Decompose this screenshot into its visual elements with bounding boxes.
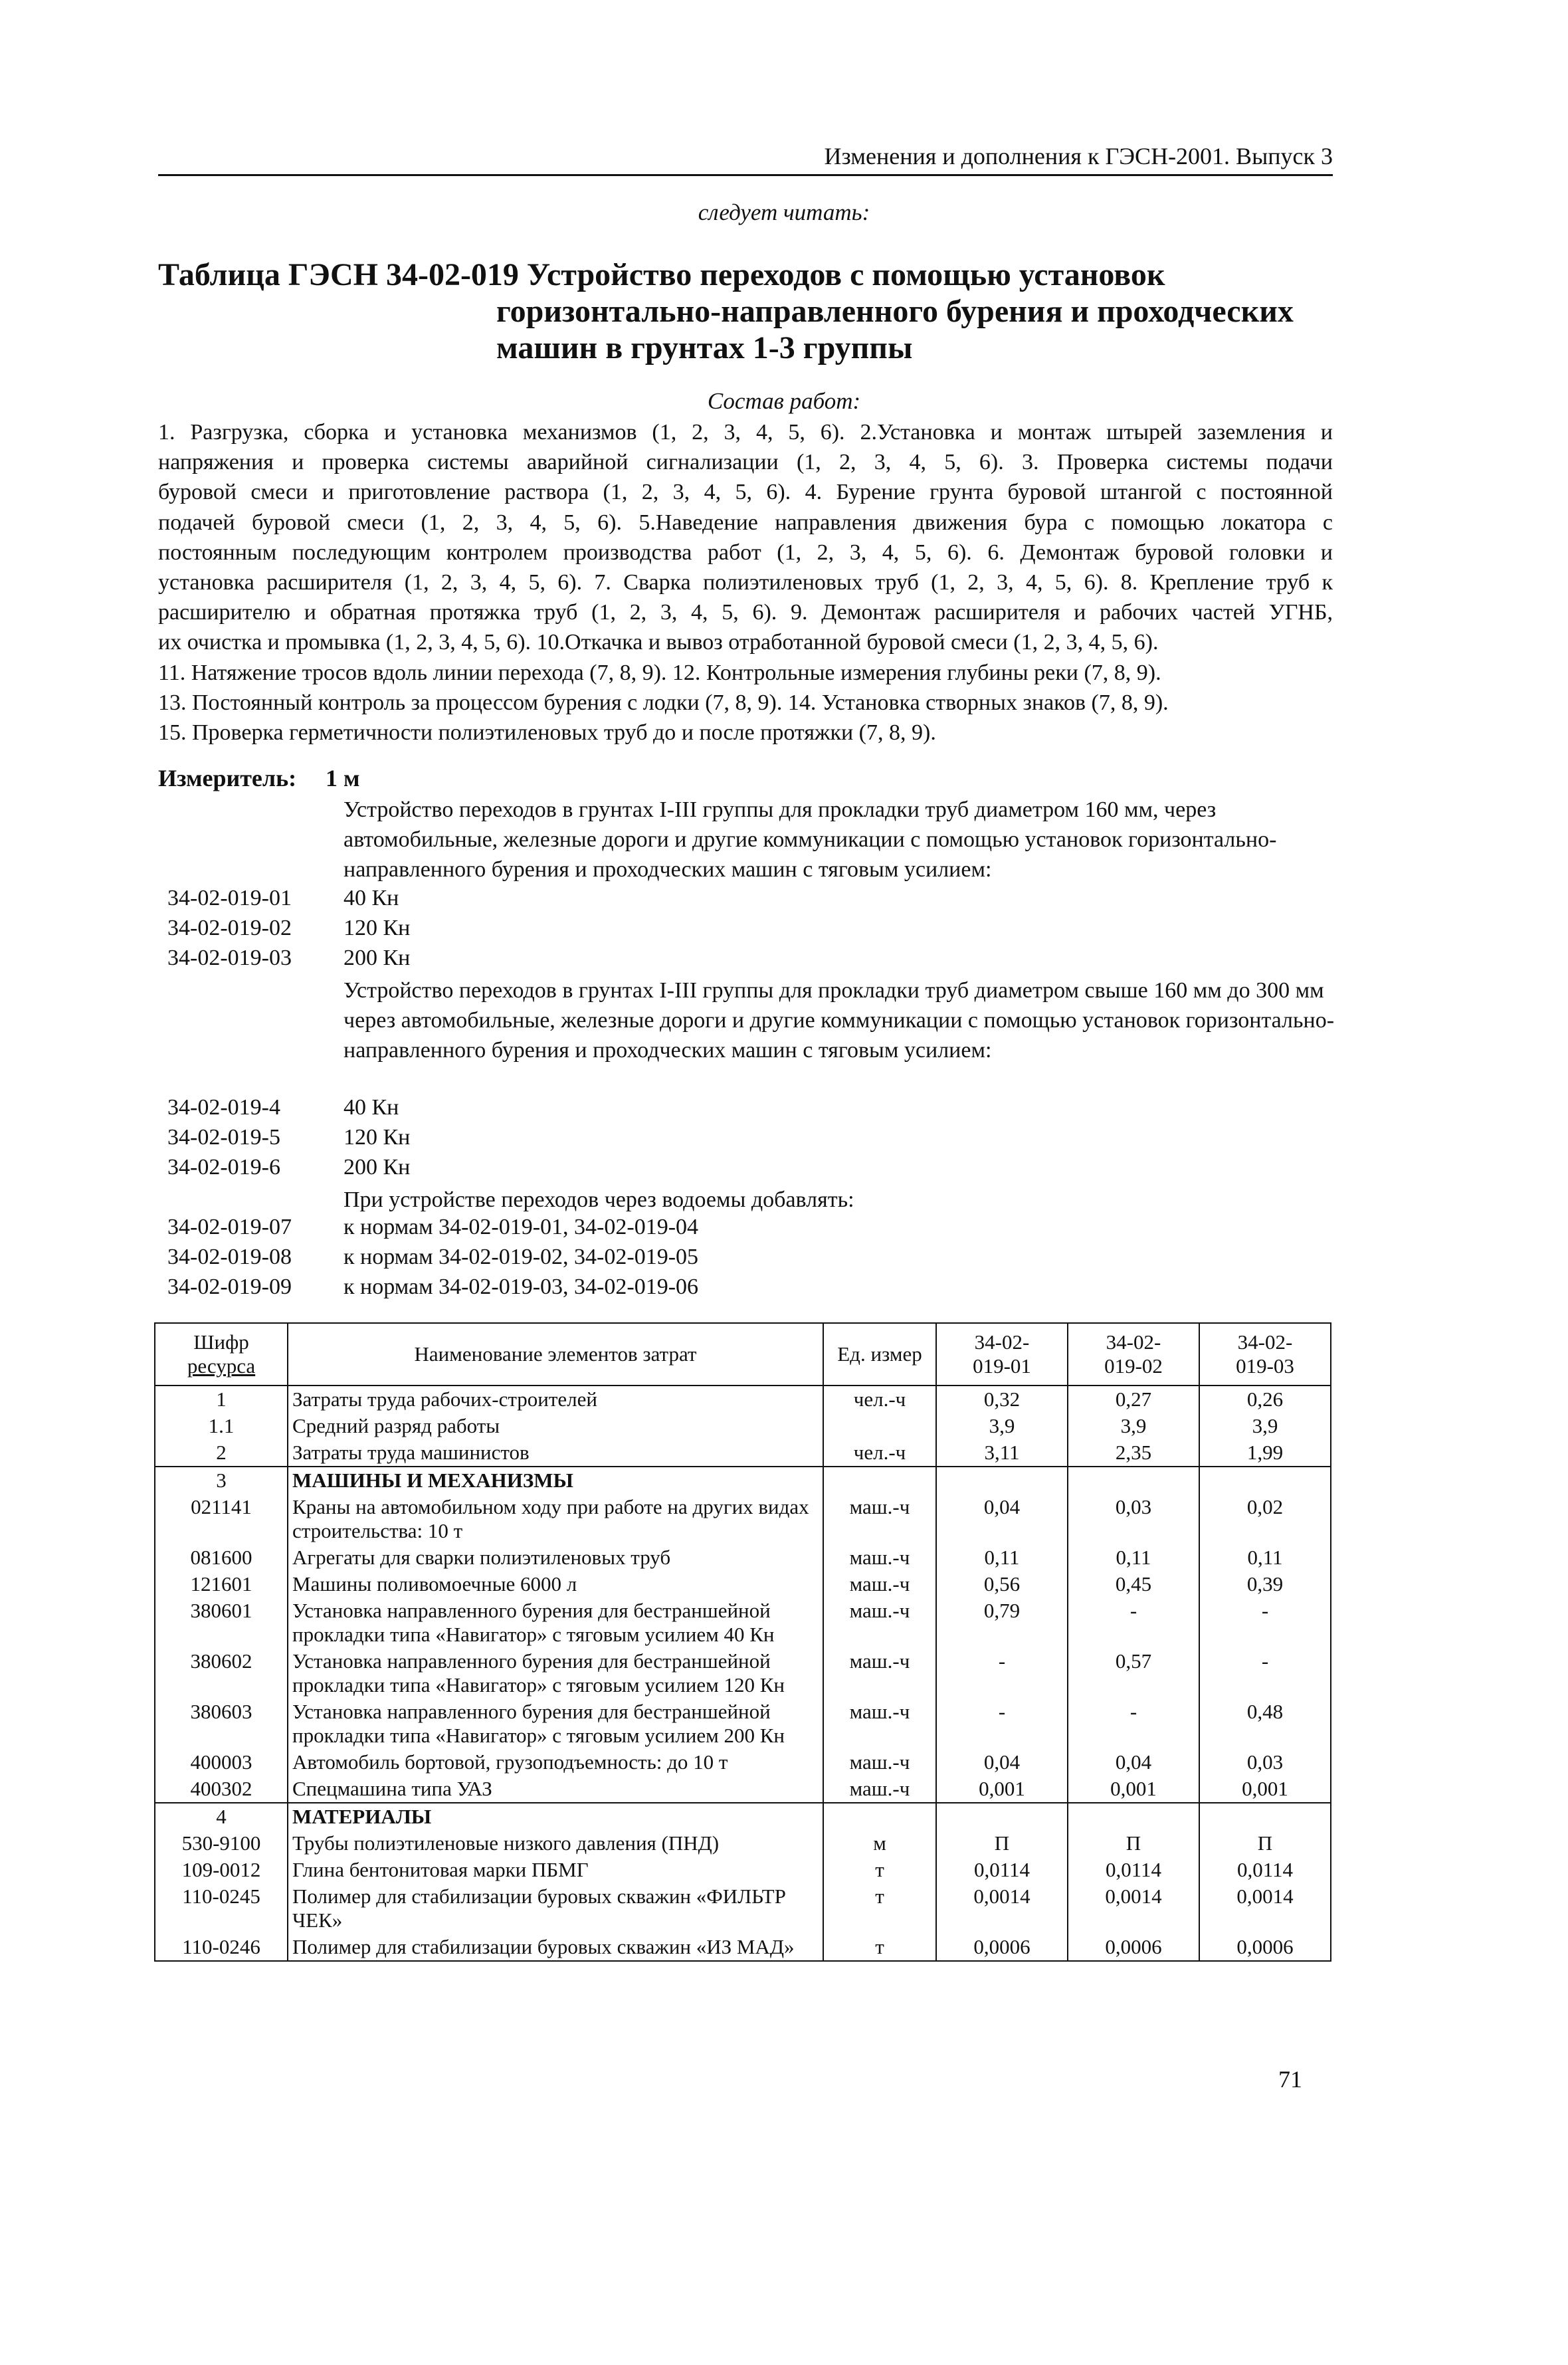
cell-code: 380601: [155, 1597, 288, 1648]
norm-code: 34-02-019-08: [167, 1245, 292, 1269]
header-norm-01-line2: 019-01: [973, 1354, 1031, 1378]
cell-value: -: [1068, 1597, 1199, 1648]
header-code-line1: Шифр: [193, 1330, 249, 1354]
cell-value: 0,11: [936, 1544, 1068, 1571]
norm-code: 34-02-019-5: [167, 1125, 280, 1150]
resource-table: [154, 1322, 1331, 1962]
cell-name: Спецмашина типа УАЗ: [288, 1776, 823, 1803]
norm-code: 34-02-019-07: [167, 1215, 292, 1239]
cell-value: 0,03: [1068, 1494, 1199, 1544]
running-header-text: Изменения и дополнения к ГЭСН-2001. Выпуск 3: [824, 143, 1333, 169]
cell-unit: т: [823, 1857, 936, 1883]
cell-value: 0,79: [936, 1597, 1068, 1648]
header-code-line2: ресурса: [187, 1354, 256, 1378]
cell-value: 0,03: [1199, 1749, 1331, 1776]
cell-name: Установка направленного бурения для бестраншейной прокладки типа «Навигатор» с тяговым усилием 120 Кн: [288, 1648, 823, 1698]
norm-value: к нормам 34-02-019-02, 34-02-019-05: [343, 1245, 699, 1269]
cell-name: Установка направленного бурения для бестраншейной прокладки типа «Навигатор» с тяговым усилием 200 Кн: [288, 1698, 823, 1749]
cell-code: 400003: [155, 1749, 288, 1776]
cell-value: 3,11: [936, 1439, 1068, 1467]
header-cell-norm-02: [1068, 1323, 1199, 1386]
table-header-row: [155, 1323, 1331, 1386]
norm-code: 34-02-019-03: [167, 946, 292, 970]
header-norm-02-line2: 019-02: [1104, 1354, 1163, 1378]
norm-description-3: При устройстве переходов через водоемы добавлять:: [343, 1187, 854, 1212]
cell-value: 0,45: [1068, 1571, 1199, 1597]
table-title-line-1: Таблица ГЭСН 34-02-019 Устройство переходов с помощью установок: [158, 257, 1165, 292]
cell-value: 0,04: [1068, 1749, 1199, 1776]
cell-code: 021141: [155, 1494, 288, 1544]
cell-code: 380603: [155, 1698, 288, 1749]
cell-value: 0,0006: [936, 1934, 1068, 1961]
table-row: [155, 1648, 1331, 1698]
norm-code: 34-02-019-09: [167, 1275, 292, 1299]
cell-unit: чел.-ч: [823, 1439, 936, 1467]
cell-code: 380602: [155, 1648, 288, 1698]
works-list: [158, 417, 1333, 748]
header-cell-norm-01: [936, 1323, 1068, 1386]
cell-unit: маш.-ч: [823, 1776, 936, 1803]
cell-value: 0,04: [936, 1749, 1068, 1776]
cell-code: 121601: [155, 1571, 288, 1597]
works-line: напряжения и проверка системы аварийной сигнализации (1, 2, 3, 4, 5, 6). 3. Проверка системы подачи: [158, 450, 1333, 475]
table-row: [155, 1544, 1331, 1571]
cell-code: 400302: [155, 1776, 288, 1803]
norm-description-1: Устройство переходов в грунтах I-III группы для прокладки труб диаметром 160 мм, через автомобильные, железные дороги и другие коммуникации с помощью установок горизонтально-направленного бурения и проходческих машин с тяговым усилием:: [343, 797, 1277, 882]
cell-value: 0,0114: [1068, 1857, 1199, 1883]
cell-value: [936, 1467, 1068, 1494]
section-title: МАШИНЫ И МЕХАНИЗМЫ: [288, 1467, 823, 1494]
cell-value: 0,39: [1199, 1571, 1331, 1597]
works-line: 13. Постоянный контроль за процессом бурения с лодки (7, 8, 9). 14. Установка створных знаков (7, 8, 9).: [158, 690, 1169, 715]
table-title-line-3: машин в грунтах 1-3 группы: [496, 330, 913, 365]
cell-code: 081600: [155, 1544, 288, 1571]
cell-unit: маш.-ч: [823, 1597, 936, 1648]
cell-value: 0,0014: [1068, 1883, 1199, 1934]
cell-value: -: [936, 1648, 1068, 1698]
works-line: 15. Проверка герметичности полиэтиленовых труб до и после протяжки (7, 8, 9).: [158, 720, 936, 746]
cell-value: [1068, 1467, 1199, 1494]
cell-value: -: [1068, 1698, 1199, 1749]
cell-code: 109-0012: [155, 1857, 288, 1883]
cell-value: 0,0006: [1199, 1934, 1331, 1961]
cell-value: -: [1199, 1597, 1331, 1648]
cell-value: 0,48: [1199, 1698, 1331, 1749]
cell-value: 0,0014: [1199, 1883, 1331, 1934]
norm-value: 200 Кн: [343, 1155, 411, 1180]
cell-code: 4: [155, 1803, 288, 1830]
cell-value: [936, 1803, 1068, 1830]
table-row: [155, 1776, 1331, 1803]
norm-value: 40 Кн: [343, 886, 399, 910]
cell-unit: маш.-ч: [823, 1698, 936, 1749]
measure-label: Измеритель:: [158, 765, 297, 791]
cell-value: 3,9: [936, 1413, 1068, 1439]
works-line: 11. Натяжение тросов вдоль линии перехода (7, 8, 9). 12. Контрольные измерения глубины реки (7, 8, 9).: [158, 660, 1161, 685]
intro-note: следует читать:: [698, 199, 870, 225]
cell-value: 0,0114: [1199, 1857, 1331, 1883]
cell-name: Затраты труда машинистов: [288, 1439, 823, 1467]
table-row: [155, 1749, 1331, 1776]
cell-name: Затраты труда рабочих-строителей: [288, 1386, 823, 1413]
norm-code: 34-02-019-4: [167, 1095, 280, 1120]
cell-value: П: [936, 1830, 1068, 1857]
running-header: [158, 133, 1333, 176]
norm-code: 34-02-019-01: [167, 886, 292, 910]
works-line: установка расширителя (1, 2, 3, 4, 5, 6). 7. Сварка полиэтиленовых труб (1, 2, 3, 4, 5, 6). 8. Крепление труб к: [158, 570, 1333, 595]
cell-value: 0,0014: [936, 1883, 1068, 1934]
header-norm-03-line1: 34-02-: [1237, 1330, 1293, 1354]
header-cell-unit: Ед. измер: [823, 1323, 936, 1386]
table-row: [155, 1698, 1331, 1749]
works-line: буровой смеси и приготовление раствора (1, 2, 3, 4, 5, 6). 4. Бурение грунта буровой штангой с постоянной: [158, 480, 1333, 505]
section-title: МАТЕРИАЛЫ: [288, 1803, 823, 1830]
norm-value: к нормам 34-02-019-01, 34-02-019-04: [343, 1215, 699, 1239]
cell-value: П: [1199, 1830, 1331, 1857]
header-cell-code: [155, 1323, 288, 1386]
cell-value: -: [1199, 1648, 1331, 1698]
table-row: [155, 1883, 1331, 1934]
cell-unit: маш.-ч: [823, 1648, 936, 1698]
table-title-line-2: горизонтально-направленного бурения и проходческих: [496, 294, 1294, 329]
table-row: [155, 1597, 1331, 1648]
cell-name: Агрегаты для сварки полиэтиленовых труб: [288, 1544, 823, 1571]
cell-unit: маш.-ч: [823, 1494, 936, 1544]
cell-name: Трубы полиэтиленовые низкого давления (ПНД): [288, 1830, 823, 1857]
table-row: [155, 1386, 1331, 1413]
cell-unit: маш.-ч: [823, 1571, 936, 1597]
cell-unit: маш.-ч: [823, 1544, 936, 1571]
section-row: [155, 1803, 1331, 1830]
cell-value: 0,02: [1199, 1494, 1331, 1544]
cell-unit: [823, 1467, 936, 1494]
cell-value: 0,11: [1068, 1544, 1199, 1571]
cell-code: 1: [155, 1386, 288, 1413]
cell-value: 3,9: [1068, 1413, 1199, 1439]
table-row: [155, 1934, 1331, 1961]
cell-unit: [823, 1413, 936, 1439]
cell-value: 3,9: [1199, 1413, 1331, 1439]
cell-value: 0,001: [1199, 1776, 1331, 1803]
norm-value: к нормам 34-02-019-03, 34-02-019-06: [343, 1275, 699, 1299]
cell-code: 530-9100: [155, 1830, 288, 1857]
norm-value: 120 Кн: [343, 916, 411, 940]
cell-name: Краны на автомобильном ходу при работе на других видах строительства: 10 т: [288, 1494, 823, 1544]
cell-value: 0,001: [1068, 1776, 1199, 1803]
cell-code: 1.1: [155, 1413, 288, 1439]
table-row: [155, 1413, 1331, 1439]
cell-value: 0,11: [1199, 1544, 1331, 1571]
cell-value: 0,26: [1199, 1386, 1331, 1413]
norm-description-2: Устройство переходов в грунтах I-III группы для прокладки труб диаметром свыше 160 мм до 300 мм через автомобильные, железные дороги и другие коммуникации с помощью установок горизонтально-направленного бурения и проходческих машин с тяговым усилием:: [343, 978, 1335, 1063]
table-row: [155, 1494, 1331, 1544]
section-row: [155, 1467, 1331, 1494]
cell-value: 0,0114: [936, 1857, 1068, 1883]
cell-value: 0,27: [1068, 1386, 1199, 1413]
cell-code: 3: [155, 1467, 288, 1494]
works-heading: Состав работ:: [707, 388, 861, 414]
cell-name: Полимер для стабилизации буровых скважин «ФИЛЬТР ЧЕК»: [288, 1883, 823, 1934]
works-line: подачей буровой смеси (1, 2, 3, 4, 5, 6). 5.Наведение направления движения бура с помощью локатора с: [158, 510, 1333, 535]
cell-value: 0,56: [936, 1571, 1068, 1597]
table-row: [155, 1857, 1331, 1883]
header-cell-name: Наименование элементов затрат: [288, 1323, 823, 1386]
table-row: [155, 1830, 1331, 1857]
norm-code: 34-02-019-02: [167, 916, 292, 940]
cell-value: 1,99: [1199, 1439, 1331, 1467]
table-row: [155, 1571, 1331, 1597]
norm-value: 120 Кн: [343, 1125, 411, 1150]
cell-name: Глина бентонитовая марки ПБМГ: [288, 1857, 823, 1883]
cell-value: -: [936, 1698, 1068, 1749]
cell-unit: т: [823, 1934, 936, 1961]
cell-code: 110-0245: [155, 1883, 288, 1934]
page-number: 71: [1278, 2066, 1302, 2093]
measure-value: 1 м: [326, 765, 360, 791]
cell-name: Машины поливомоечные 6000 л: [288, 1571, 823, 1597]
cell-value: [1199, 1803, 1331, 1830]
cell-name: Автомобиль бортовой, грузоподъемность: до 10 т: [288, 1749, 823, 1776]
cell-unit: чел.-ч: [823, 1386, 936, 1413]
cell-value: [1199, 1467, 1331, 1494]
works-line: постоянным последующим контролем производства работ (1, 2, 3, 4, 5, 6). 6. Демонтаж буровой головки и: [158, 540, 1333, 565]
cell-value: 0,0006: [1068, 1934, 1199, 1961]
norm-code: 34-02-019-6: [167, 1155, 280, 1180]
cell-value: 0,04: [936, 1494, 1068, 1544]
table-row: [155, 1439, 1331, 1467]
cell-code: 2: [155, 1439, 288, 1467]
cell-value: [1068, 1803, 1199, 1830]
header-norm-01-line1: 34-02-: [974, 1330, 1030, 1354]
cell-unit: м: [823, 1830, 936, 1857]
norm-value: 200 Кн: [343, 946, 411, 970]
norm-value: 40 Кн: [343, 1095, 399, 1120]
cell-name: Полимер для стабилизации буровых скважин «ИЗ МАД»: [288, 1934, 823, 1961]
cell-unit: [823, 1803, 936, 1830]
header-norm-03-line2: 019-03: [1236, 1354, 1294, 1378]
cell-value: 0,001: [936, 1776, 1068, 1803]
cell-value: 0,57: [1068, 1648, 1199, 1698]
cell-value: П: [1068, 1830, 1199, 1857]
cell-name: Средний разряд работы: [288, 1413, 823, 1439]
header-norm-02-line1: 34-02-: [1106, 1330, 1161, 1354]
cell-value: 0,32: [936, 1386, 1068, 1413]
works-line: их очистка и промывка (1, 2, 3, 4, 5, 6). 10.Откачка и вывоз отработанной буровой смеси (1, 2, 3, 4, 5, 6).: [158, 630, 1159, 655]
cell-unit: маш.-ч: [823, 1749, 936, 1776]
cell-name: Установка направленного бурения для бестраншейной прокладки типа «Навигатор» с тяговым усилием 40 Кн: [288, 1597, 823, 1648]
cell-code: 110-0246: [155, 1934, 288, 1961]
cell-unit: т: [823, 1883, 936, 1934]
header-cell-norm-03: [1199, 1323, 1331, 1386]
cell-value: 2,35: [1068, 1439, 1199, 1467]
works-line: 1. Разгрузка, сборка и установка механизмов (1, 2, 3, 4, 5, 6). 2.Установка и монтаж штырей заземления и: [158, 420, 1333, 445]
works-line: расширителю и обратная протяжка труб (1, 2, 3, 4, 5, 6). 9. Демонтаж расширителя и рабочих частей УГНБ,: [158, 600, 1333, 625]
